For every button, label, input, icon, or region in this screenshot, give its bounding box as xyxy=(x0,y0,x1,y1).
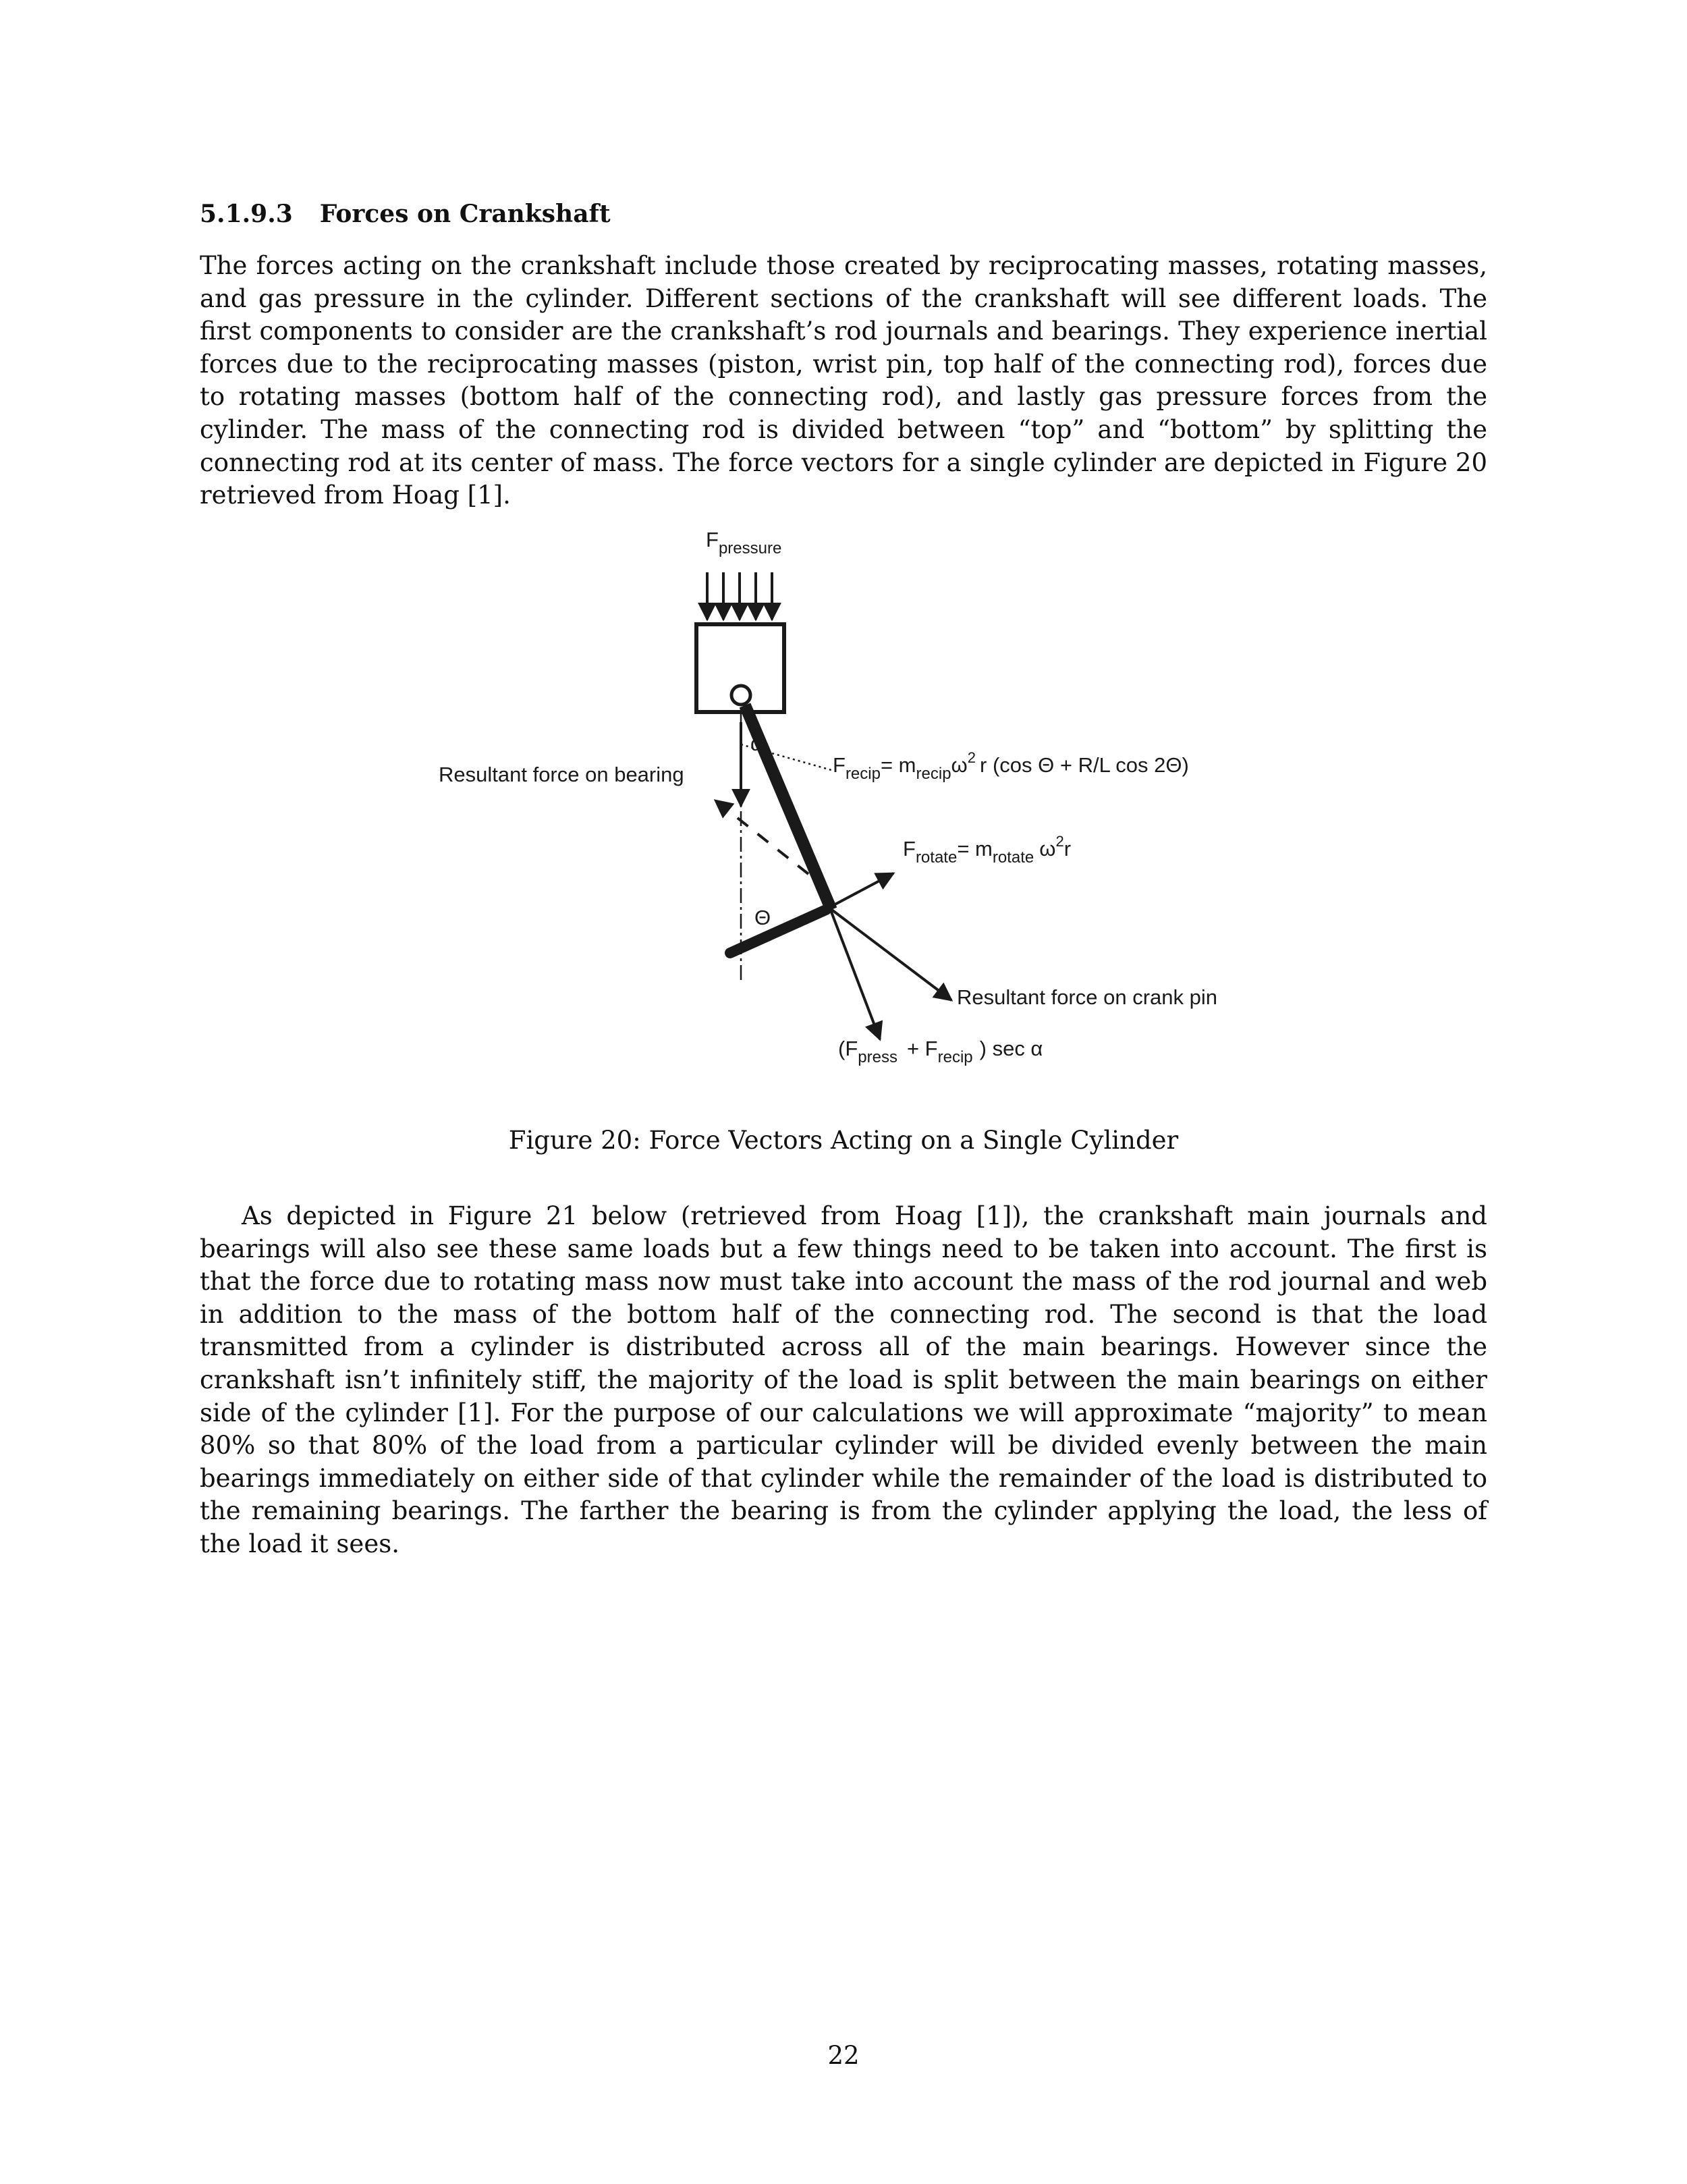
paragraph-forces-intro: The forces acting on the crankshaft include those created by reciprocating masses, rotating masses, and gas pressure in the cylinder. Different sections of the crankshaft will see different loads. The first components to consider are the crankshaft’s rod journals and bearings. They experience inertial forces due to the reciprocating masses (piston, wrist pin, top half of the connecting rod), forces due to rotating masses (bottom half of the connecting rod), and lastly gas pressure forces from the cylinder. The mass of the connecting rod is divided between “top” and “bottom” by splitting the connecting rod at its center of mass. The force vectors for a single cylinder are depicted in Figure 20 retrieved from Hoag [1]. xyxy=(200,251,1487,510)
piston xyxy=(696,624,784,712)
force-vector-diagram xyxy=(418,520,1269,1087)
resultant-crank-pin-label: Resultant force on crank pin xyxy=(957,985,1217,1009)
wrist-pin xyxy=(731,686,750,705)
resultant-bearing-label: Resultant force on bearing xyxy=(439,763,684,786)
rod-force-label: ($F_{press} + F_{recip}$ ) sec α xyxy=(838,1037,1043,1066)
paragraph-main-bearings: As depicted in Figure 21 below (retrieved from Hoag [1]), the crankshaft main journals and bearings will also see these same loads but a few things need to be taken into account. The first is that the force due to rotating mass now must take into account the mass of the rod journal and web in addition to the mass of the bottom half of the connecting rod. The second is that the load transmitted from a cylinder is distributed across all of the main bearings. However since the crankshaft isn’t infinitely stiff, the majority of the load is split between the main bearings on either side of the cylinder [1]. For the purpose of our calculations we will approximate “majority” to mean 80% so that 80% of the load from a particular cylinder will be divided evenly between the main bearings immediately on either side of that cylinder while the remainder of the load is distributed to the remaining bearings. The farther the bearing is from the cylinder applying the load, the less of the load it sees. xyxy=(200,1201,1487,1558)
page-number: 22 xyxy=(827,2041,860,2070)
crank-arm xyxy=(730,910,826,953)
pressure-arrows xyxy=(707,572,772,620)
section-heading xyxy=(200,200,611,228)
f-rotate-equation: $F_{rotate}= m_{rotate}$ $\omega^2r$ xyxy=(903,833,1072,867)
f-recip-equation: $F_{recip}= m_{recip}\omega^2$ r (cos Θ + R/L cos 2Θ) xyxy=(833,749,1189,783)
theta-label: Θ xyxy=(754,906,771,929)
figure-caption: Figure 20: Force Vectors Acting on a Single Cylinder xyxy=(508,1126,1179,1155)
figure-force-vectors xyxy=(418,520,1269,1087)
alpha-label: α xyxy=(750,732,763,755)
f-rotate-arrow xyxy=(830,873,893,907)
section-title: Forces on Crankshaft xyxy=(319,200,611,228)
f-pressure-label: $F_{pressure}$ xyxy=(706,528,782,557)
section-number: 5.1.9.3 xyxy=(200,200,293,228)
